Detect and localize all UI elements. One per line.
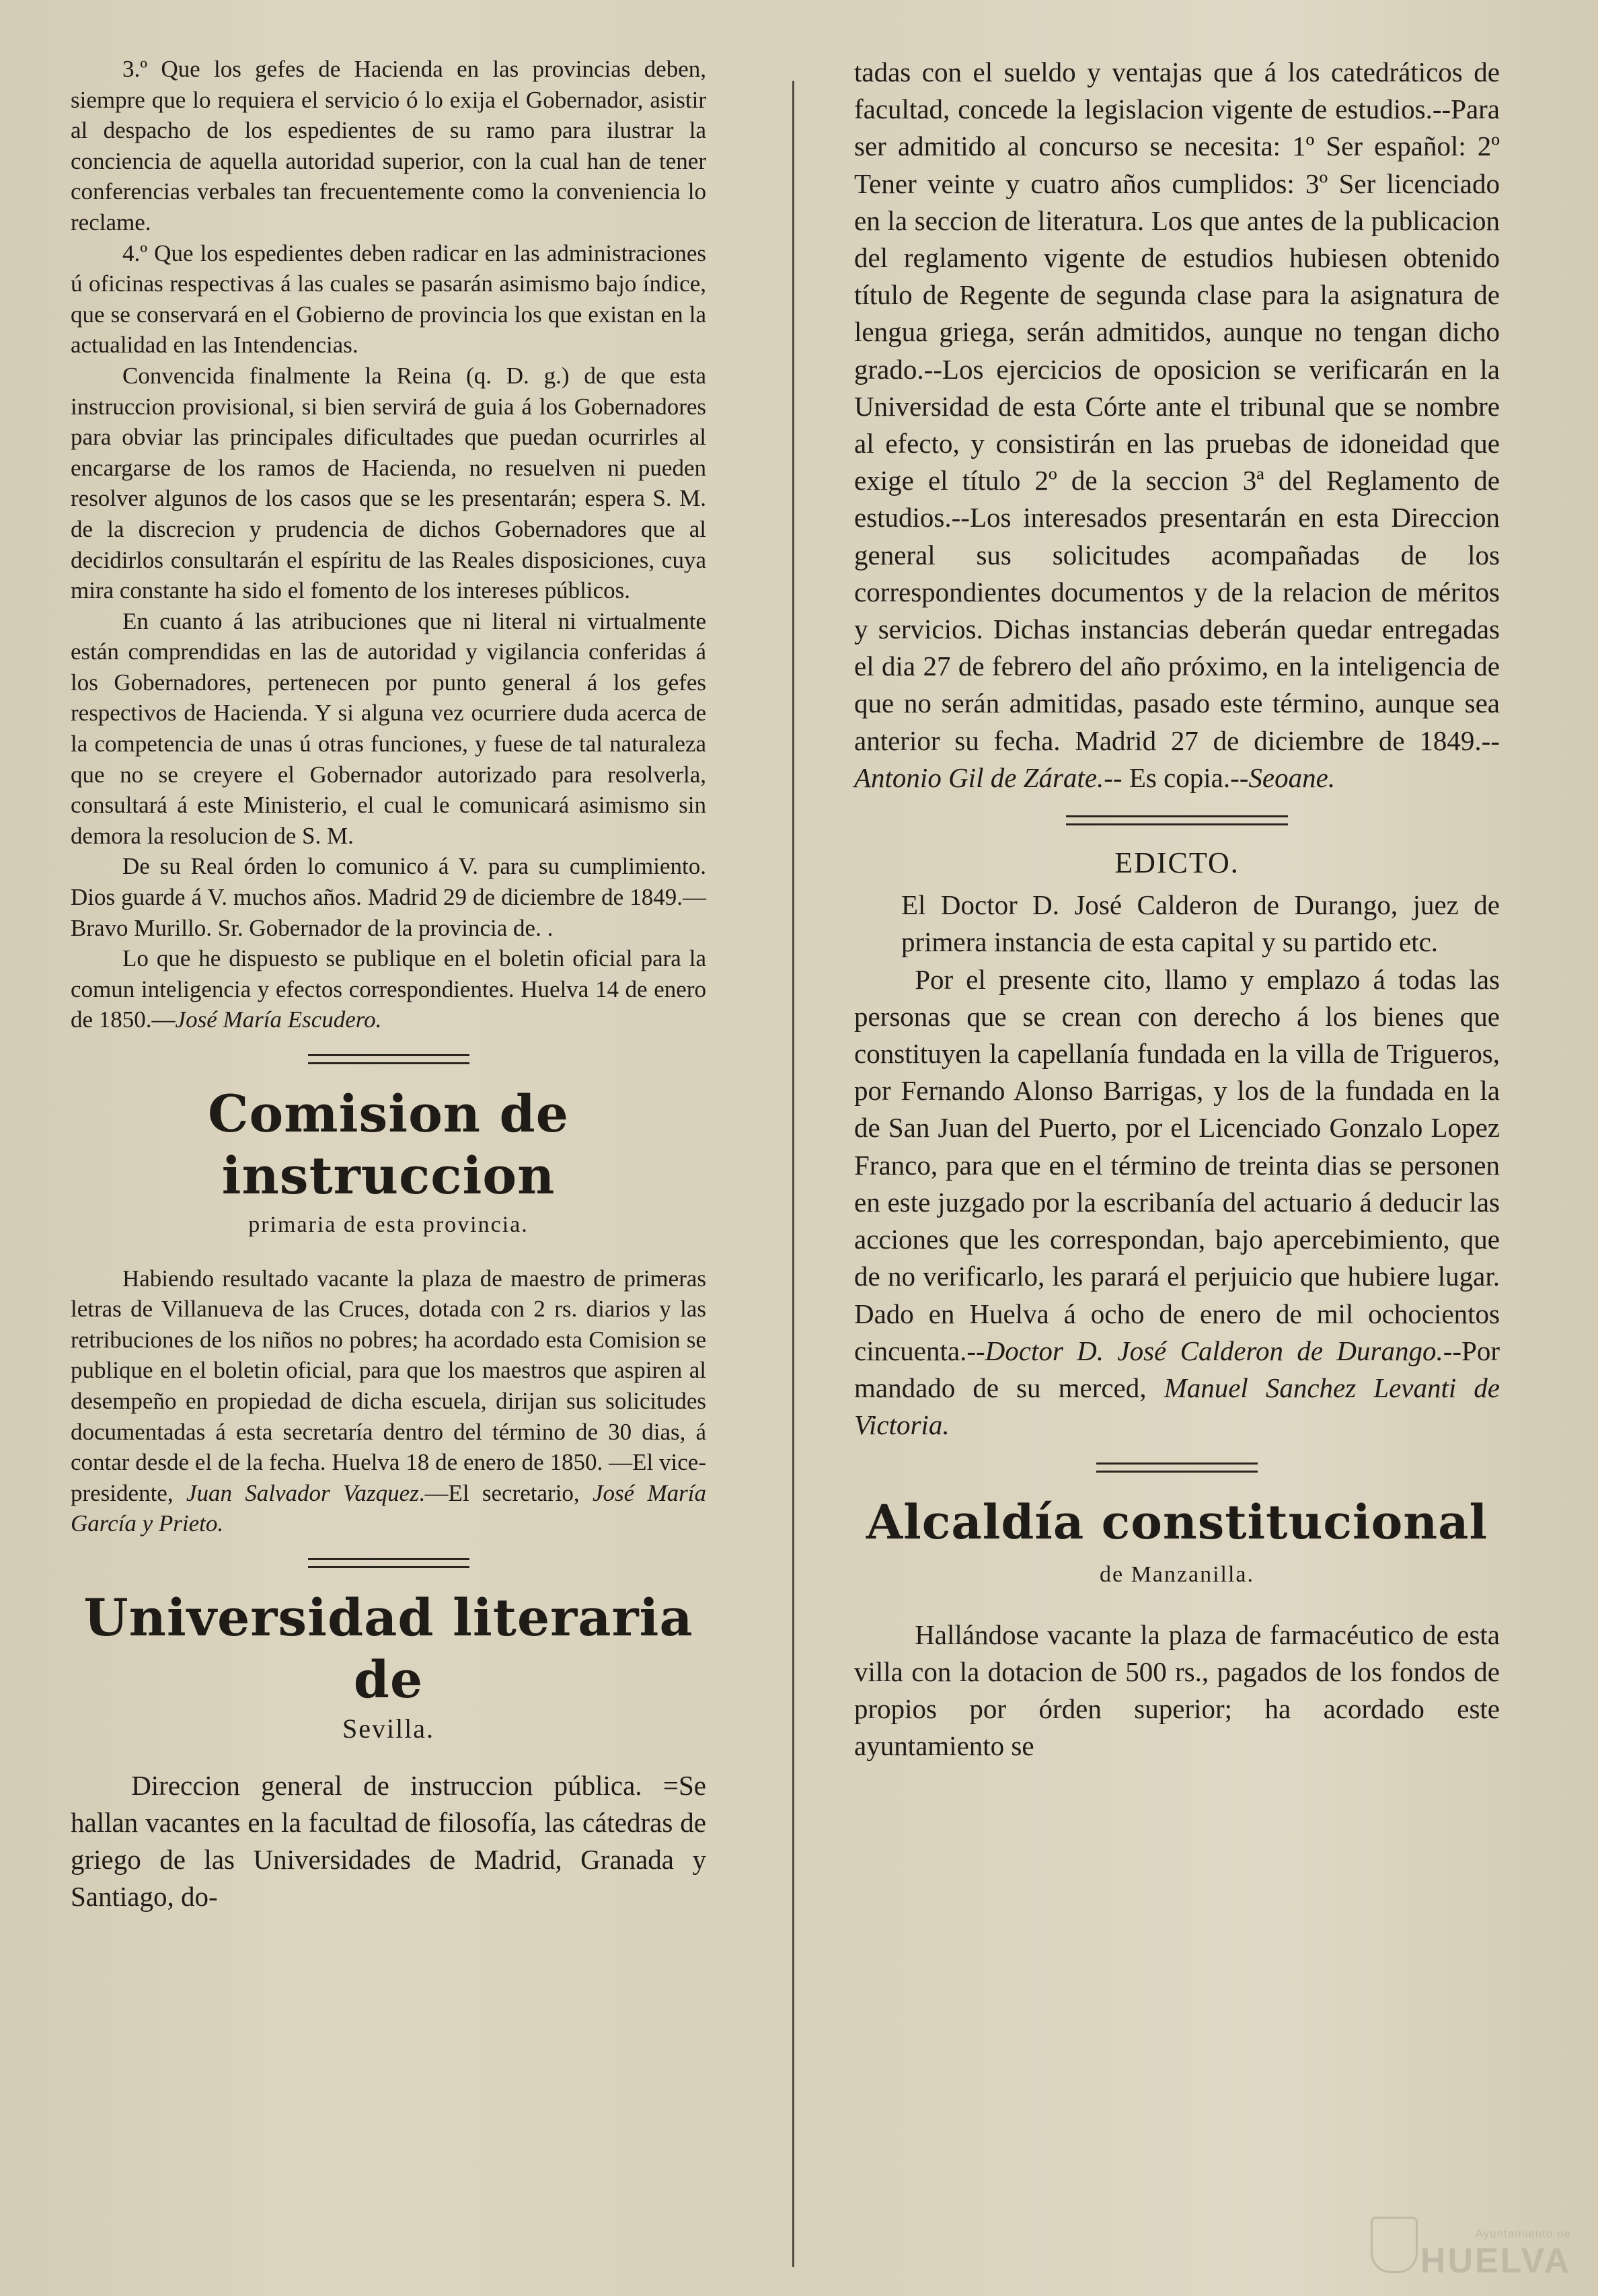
signature-sanchez: Manuel Sanchez Levanti de Victoria.: [854, 1372, 1500, 1441]
comision-text: Habiendo resultado vacante la plaza de maestro de primeras letras de Villanueva de las Cruces, dotada con 2 rs. diarios y las retribuciones de los niños no pobres; ha acordado esta Comision se publique en el boletin oficial, para que los maestros que aspiren al desempeño en propiedad de dicha escuela, dirijan sus solicitudes documentadas á esta secretaría dentro del término de 30 dias, á contar desde el de la fecha. Huelva 18 de enero de 1850. —El vice-presidente,: [71, 1265, 706, 1506]
paragraph-3: 3.º Que los gefes de Hacienda en las provincias deben, siempre que lo requiera el servicio ó lo exija el Gobernador, asistir al despacho de los espedientes de su ramo para ilustrar la conciencia de aquella autoridad superior, con la cual han de tener conferencias verbales tan frecuentemente como la conveniencia lo reclame.: [71, 56, 706, 235]
secretario-label: .—El secretario,: [418, 1479, 593, 1506]
signature-calderon: Doctor D. José Calderon de Durango.: [985, 1335, 1443, 1366]
paragraph-publicacion: [71, 943, 706, 1035]
paragraph-atribuciones: En cuanto á las atribuciones que ni literal ni virtualmente están comprendidas en las de autoridad y vigilancia conferidas á los Gobernadores, pertenecen por punto general á los gefes respectivos de Hacienda. Y si alguna vez ocurriere duda acerca de la competencia de unas ú otras funciones, y fuese de tal naturaleza que no se creyere el Gobernador autorizado para resolverla, consultará á este Ministerio, el cual le comunicará asimismo sin demora la resolucion de S. M.: [71, 607, 706, 849]
universidad-subtitle: Sevilla.: [342, 1713, 435, 1744]
por-mandado: --Por mandado de su merced,: [854, 1335, 1500, 1403]
es-copia: -- Es copia.--: [1104, 762, 1249, 793]
universidad-continuation: [854, 54, 1500, 797]
signature-escudero: José María Escudero.: [175, 1006, 382, 1033]
watermark: [1420, 2227, 1571, 2281]
column-rule: [792, 81, 794, 2267]
comision-title: Comision de instruccion: [207, 1084, 570, 1206]
paragraph-convencida: Convencida finalmente la Reina (q. D. g.) de que esta instruccion provisional, si bien servirá de guia á los Gobernadores para obviar las principales dificultades que puedan ocurrirles al encargarse de los ramos de Hacienda, no resuelven ni pueden resolver algunos de los casos que se les presentarán; espera S. M. de la discrecion y prudencia de dichos Gobernadores que al decidirlos consultarán el espíritu de las Reales disposiciones, cuya mira constante ha sido el fomento de los intereses públicos.: [71, 362, 706, 604]
paragraph-real-orden: De su Real órden lo comunico á V. para su cumplimiento. Dios guarde á V. muchos años. Madrid 29 de diciembre de 1849.—Bravo Murillo. Sr. Gobernador de la provincia de. .: [71, 853, 706, 941]
section-divider: [308, 1558, 469, 1568]
edicto-title: EDICTO.: [1114, 846, 1240, 880]
signature-gil-zarate: Antonio Gil de Zárate.: [854, 762, 1104, 793]
left-column: [71, 54, 706, 1915]
edicto-heading: El Doctor D. José Calderon de Durango, juez de primera instancia de esta capital y su partido etc.: [901, 889, 1500, 958]
universidad-continued-text: tadas con el sueldo y ventajas que á los catedráticos de facultad, concede la legislacion vigente de estudios.--Para ser admitido al concurso se necesita: 1º Ser español: 2º Tener veinte y cuatro años cumplidos: 3º Ser licenciado en la seccion de literatura. Los que antes de la publicacion del reglamento vigente de estudios hubiesen obtenido título de Regente de segunda clase para la asignatura de lengua griega, serán admitidos, aunque no tengan dicho grado.--Los ejercicios de oposicion se verificarán en la Universidad de esta Córte ante el tribunal que se nombre al efecto, y consistirán en las pruebas de idoneidad que exige el título 2º de la seccion 3ª del Reglamento de estudios.--Los interesados presentarán en esta Direccion general sus solicitudes acompañadas de los correspondientes documentos y de la relacion de méritos y servicios. Dichas instancias deberán quedar entregadas el dia 27 de febrero del año próximo, en la inteligencia de que no serán admitidas, pasado este término, aunque sea anterior su fecha. Madrid 27 de diciembre de 1849.--: [854, 57, 1500, 756]
universidad-title: Universidad literaria de: [83, 1587, 693, 1709]
right-column: [854, 54, 1500, 1765]
paragraph-4: 4.º Que los espedientes deben radicar en las administraciones ú oficinas respectivas á las cuales se pasarán asimismo bajo índice, que se conservará en el Gobierno de provincia los que existan en la actualidad en las Intendencias.: [71, 239, 706, 359]
publicacion-text: Lo que he dispuesto se publique en el boletin oficial para la comun inteligencia y efectos correspondientes. Huelva 14 de enero de 1850.—: [71, 945, 706, 1033]
watermark-line1: Ayuntamiento de: [1475, 2227, 1571, 2240]
section-divider: [1066, 815, 1288, 825]
watermark-line2: HUELVA: [1420, 2242, 1571, 2281]
comision-subtitle: primaria de esta provincia.: [248, 1212, 529, 1237]
edicto-text: Por el presente cito, llamo y emplazo á todas las personas que se crean con derecho á los bienes que constituyen la capellanía fundada en la villa de Trigueros, por Fernando Alonso Barrigas, y los de la fundada en la de San Juan del Puerto, por el Licenciado Gonzalo Lopez Franco, para que en el término de treinta dias se personen en este juzgado por la escribanía del actuario á deducir las acciones que les correspondan, bajo apercebimiento, que de no verificarlo, les parará el perjuicio que hubiere lugar. Dado en Huelva á ocho de enero de mil ochocientos cincuenta.--: [854, 963, 1500, 1366]
alcaldia-subtitle: de Manzanilla.: [1099, 1562, 1255, 1588]
signature-seoane: Seoane.: [1248, 762, 1336, 793]
alcaldia-body: Hallándose vacante la plaza de farmacéutico de esta villa con la dotacion de 500 rs., pagados de los fondos de propios por órden superior; ha acordado este ayuntamiento se: [854, 1619, 1500, 1762]
comision-body: [71, 1263, 706, 1539]
edicto-body: [854, 961, 1500, 1444]
signature-garcia: José María García y Prieto.: [71, 1479, 707, 1537]
section-divider: [1096, 1462, 1258, 1473]
alcaldia-title: Alcaldía constitucional: [866, 1494, 1488, 1551]
shield-icon: [1371, 2217, 1418, 2273]
universidad-body: Direccion general de instruccion pública. =Se hallan vacantes en la facultad de filosofía, las cátedras de griego de las Universidades de Madrid, Granada y Santiago, do-: [71, 1769, 706, 1912]
signature-vazquez: Juan Salvador Vazquez: [186, 1479, 419, 1506]
section-divider: [308, 1054, 469, 1064]
